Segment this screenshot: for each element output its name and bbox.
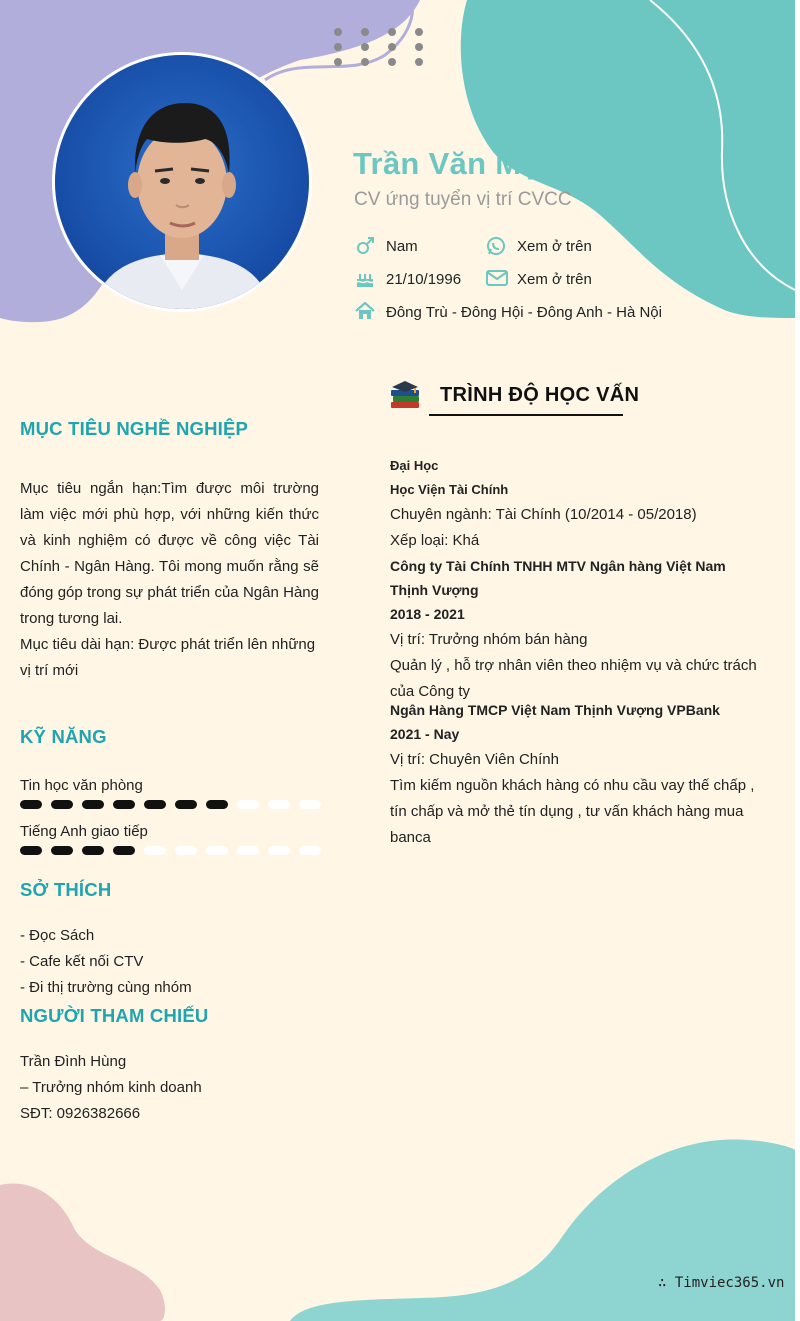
skill-dot-filled	[113, 846, 135, 855]
references-title: NGƯỜI THAM CHIẾU	[20, 1005, 209, 1026]
address-value: Đông Trù - Đông Hội - Đông Anh - Hà Nội	[386, 303, 662, 321]
email-info	[486, 269, 592, 289]
skill-dot-empty	[268, 800, 290, 809]
skill-name: Tiếng Anh giao tiếp	[20, 823, 148, 840]
hobby-item: - Cafe kết nối CTV	[20, 953, 144, 970]
skill-dot-filled	[144, 800, 166, 809]
skill-dot-filled	[206, 800, 228, 809]
skill-dot-filled	[51, 800, 73, 809]
teal-blob-bottom	[290, 1139, 795, 1321]
whatsapp-icon	[486, 236, 508, 256]
job-period: 2021 - Nay	[390, 726, 460, 742]
job-position: Vị trí: Chuyên Viên Chính	[390, 751, 559, 768]
skill-dot-filled	[51, 846, 73, 855]
reference-line: Trần Đình Hùng	[20, 1053, 127, 1070]
hobby-item: - Đọc Sách	[20, 927, 95, 944]
reference-line: – Trưởng nhóm kinh doanh	[20, 1079, 202, 1096]
skill-dot-filled	[113, 800, 135, 809]
objective-short-term: Mục tiêu ngắn hạn:Tìm được môi trường làm việc mới phù hợp, với những kiến thức và kinh nghiệm có được về công việc Tài Chính - Ngân Hàng. Tôi mong muốn rằng sẽ đóng góp trong sự phát triển của Ngân Hàng trong tương lai.	[20, 480, 319, 627]
skill-dot-empty	[237, 846, 259, 855]
education-title: TRÌNH ĐỘ HỌC VẤN	[440, 384, 640, 406]
hobby-item: - Đi thị trường cùng nhóm	[20, 979, 192, 996]
skill-rating-bar	[20, 800, 330, 809]
skill-dot-empty	[175, 846, 197, 855]
job-position: Vị trí: Trưởng nhóm bán hàng	[390, 631, 588, 648]
skill-dot-filled	[82, 800, 104, 809]
hobbies-title: SỞ THÍCH	[20, 879, 112, 900]
phone-info	[486, 236, 592, 256]
reference-line: SĐT: 0926382666	[20, 1105, 141, 1122]
education-books-icon	[388, 378, 422, 415]
gender-icon	[355, 236, 377, 256]
skill-dot-filled	[20, 846, 42, 855]
skills-title: KỸ NĂNG	[20, 726, 107, 747]
skill-rating-bar	[20, 846, 330, 855]
education-major: Chuyên ngành: Tài Chính (10/2014 - 05/2018)	[390, 506, 697, 523]
education-rank: Xếp loại: Khá	[390, 532, 480, 549]
address-info	[355, 302, 662, 322]
objective-long-term: Mục tiêu dài hạn: Được phát triển lên những vị trí mới	[20, 636, 316, 679]
birthday-value: 21/10/1996	[386, 270, 462, 288]
skill-dot-empty	[268, 846, 290, 855]
skill-dot-empty	[299, 846, 321, 855]
watermark: ∴ Timviec365.vn	[658, 1275, 785, 1291]
birthday-info	[355, 269, 461, 289]
skill-dot-empty	[206, 846, 228, 855]
job-target: CV ứng tuyển vị trí CVCC	[354, 189, 572, 210]
home-icon	[355, 302, 377, 322]
education-degree: Đại Học	[390, 458, 439, 473]
gender-value: Nam	[386, 237, 418, 255]
birthday-cake-icon	[355, 269, 377, 289]
skill-dot-empty	[299, 800, 321, 809]
job-company: Công ty Tài Chính TNHH MTV Ngân hàng Việt Nam Thịnh Vượng	[390, 558, 726, 598]
skill-dot-empty	[237, 800, 259, 809]
job-description: Quản lý , hỗ trợ nhân viên theo nhiệm vụ và chức trách của Công ty	[390, 657, 757, 700]
job-company: Ngân Hàng TMCP Việt Nam Thịnh Vượng VPBank	[390, 702, 720, 718]
skill-dot-filled	[20, 800, 42, 809]
job-description: Tìm kiếm nguồn khách hàng có nhu cầu vay thế chấp , tín chấp và mở thẻ tín dụng , tư vấn khách hàng mua banca	[390, 777, 755, 846]
phone-value: Xem ở trên	[517, 237, 592, 255]
gender-info	[355, 236, 418, 256]
education-school: Học Viện Tài Chính	[390, 482, 509, 497]
skill-name: Tin học văn phòng	[20, 777, 143, 794]
skill-dot-filled	[175, 800, 197, 809]
education-title-underline	[429, 414, 623, 416]
mail-icon	[486, 269, 508, 289]
pink-blob	[0, 1183, 165, 1321]
objective-title: MỤC TIÊU NGHỀ NGHIỆP	[20, 418, 249, 439]
email-value: Xem ở trên	[517, 270, 592, 288]
candidate-name: Trần Văn Mạnh	[353, 146, 578, 181]
skill-dot-empty	[144, 846, 166, 855]
skill-dot-filled	[82, 846, 104, 855]
profile-photo	[52, 52, 312, 312]
job-period: 2018 - 2021	[390, 606, 465, 622]
